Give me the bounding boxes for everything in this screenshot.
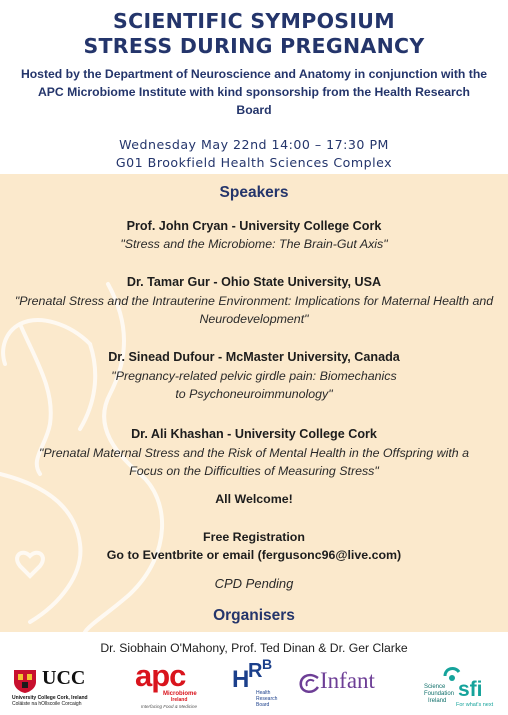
apc-line-1: Microbiome [163, 691, 197, 697]
apc-line-2: Ireland [171, 697, 188, 703]
sfi-wordmark: sfi [458, 678, 483, 701]
speaker-name: Dr. Tamar Gur - Ohio State University, USA [126, 275, 382, 289]
hrb-letter-h: H [232, 666, 250, 693]
talk-title: "Pregnancy-related pelvic girdle pain: Biomechanics to Psychoneuroimmunology" [111, 369, 397, 401]
ucc-name-en: University College Cork, Ireland [12, 695, 88, 701]
event-date-time: Wednesday May 22nd 14:00 – 17:30 PM [119, 137, 389, 152]
organisers-heading: Organisers [213, 607, 295, 624]
speakers-heading: Speakers [219, 184, 289, 201]
talk-title: "Prenatal Maternal Stress and the Risk of Mental Health in the Offspring with a Focus on the Difficulties of Measuring Stress" [38, 446, 470, 478]
title-line-2: STRESS DURING PREGNANCY [83, 34, 425, 58]
hrb-logo [232, 656, 282, 715]
ucc-wordmark: UCC [42, 667, 86, 689]
apc-tagline: Interfacing Food & Medicine [141, 704, 198, 709]
cpd-status: CPD Pending [214, 576, 294, 591]
apc-wordmark: apc [135, 658, 186, 693]
poster-footer [0, 632, 508, 715]
talk-title: "Prenatal Stress and the Intrauterine Environment: Implications for Maternal Health and Neurodevelopment" [14, 294, 494, 326]
hrb-line-3: Board [256, 702, 270, 708]
apc-logo [135, 658, 215, 710]
title-line-1: SCIENTIFIC SYMPOSIUM [113, 9, 395, 33]
sponsor-logos [0, 656, 508, 715]
registration-email: Go to Eventbrite or email (fergusonc96@live.com) [106, 548, 402, 562]
hrb-line-2: Research [256, 696, 278, 702]
sfi-line-3: Ireland [428, 698, 447, 704]
infant-wordmark: Infant [320, 668, 375, 693]
registration-heading: Free Registration [203, 530, 305, 544]
poster-header [0, 0, 508, 174]
sfi-tagline: For what's next [456, 702, 494, 708]
hrb-letter-b: B [262, 656, 273, 672]
speaker-name: Dr. Sinead Dufour - McMaster University, Canada [108, 350, 400, 364]
hrb-letter-r: R [248, 660, 263, 682]
sfi-line-1: Science [424, 684, 446, 690]
hrb-line-1: Health [256, 690, 271, 696]
all-welcome-text: All Welcome! [215, 492, 293, 506]
ucc-name-ga: Coláiste na hOllscoile Corcaigh [12, 701, 82, 707]
talk-title: "Stress and the Microbiome: The Brain-Gut Axis" [120, 237, 388, 251]
ucc-crest-icon [12, 668, 38, 694]
content-panel [0, 174, 508, 632]
event-venue: G01 Brookfield Health Sciences Complex [115, 155, 393, 170]
organisers-names: Dr. Siobhain O'Mahony, Prof. Ted Dinan & Dr. Ger Clarke [100, 641, 408, 655]
hosted-by-text: Hosted by the Department of Neuroscience and Anatomy in conjunction with the APC Microbiome Institute with kind sponsorship from the Health Research Board [20, 67, 488, 117]
speaker-name: Dr. Ali Khashan - University College Cork [131, 427, 377, 441]
sfi-line-2: Foundation [424, 691, 455, 697]
ucc-logo [12, 668, 122, 708]
sfi-logo [424, 664, 504, 710]
infant-logo [298, 668, 408, 702]
infant-swirl-icon [298, 672, 322, 694]
speaker-name: Prof. John Cryan - University College Cork [126, 219, 382, 233]
